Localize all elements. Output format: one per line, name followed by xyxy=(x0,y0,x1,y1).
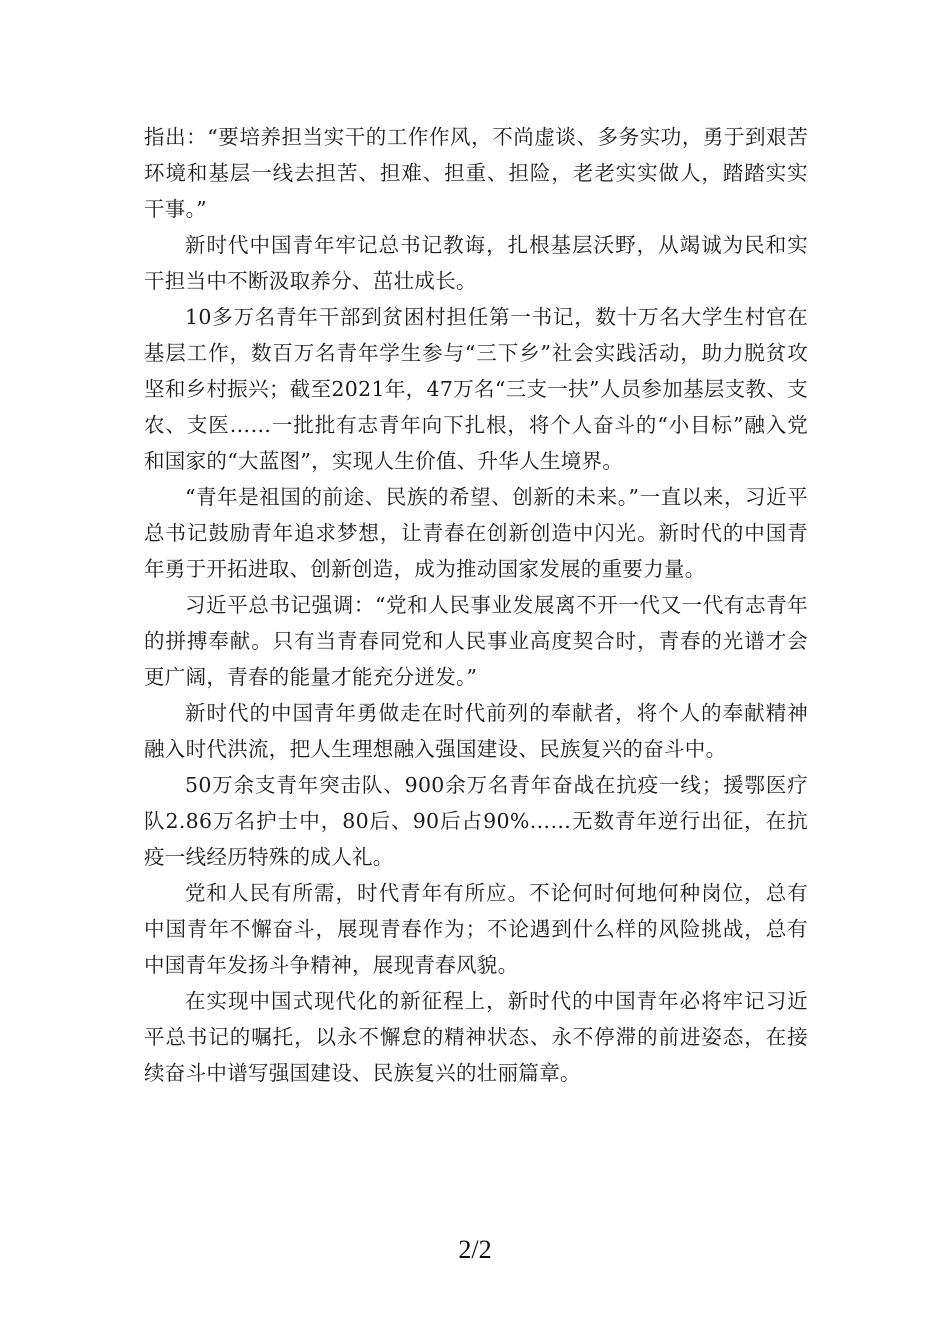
paragraph-5: 习近平总书记强调：“党和人民事业发展离不开一代又一代有志青年的拼搏奉献。只有当青春同党和人民事业高度契合时，青春的光谱才会更广阔，青春的能量才能充分迸发。” xyxy=(144,593,808,689)
paragraph-3: 10多万名青年干部到贫困村担任第一书记，数十万名大学生村官在基层工作，数百万名青年学生参与“三下乡”社会实践活动，助力脱贫攻坚和乡村振兴；截至2021年，47万名“三支一扶”人员参加基层支教、支农、支医……一批批有志青年向下扎根，将个人奋斗的“小目标”融入党和国家的“大蓝图”，实现人生价值、升华人生境界。 xyxy=(144,305,808,473)
paragraph-7: 50万余支青年突击队、900余万名青年奋战在抗疫一线；援鄂医疗队2.86万名护士中，80后、90后占90%……无数青年逆行出征，在抗疫一线经历特殊的成人礼。 xyxy=(144,773,808,869)
paragraph-4: “青年是祖国的前途、民族的希望、创新的未来。”一直以来，习近平总书记鼓励青年追求梦想，让青春在创新创造中闪光。新时代的中国青年勇于开拓进取、创新创造，成为推动国家发展的重要力量。 xyxy=(144,485,808,581)
page-number: 2/2 xyxy=(458,1235,492,1264)
paragraph-9: 在实现中国式现代化的新征程上，新时代的中国青年必将牢记习近平总书记的嘱托，以永不懈怠的精神状态、永不停滞的前进姿态，在接续奋斗中谱写强国建设、民族复兴的壮丽篇章。 xyxy=(144,989,808,1085)
paragraph-1: 指出：“要培养担当实干的工作作风，不尚虚谈、多务实功，勇于到艰苦环境和基层一线去担苦、担难、担重、担险，老老实实做人，踏踏实实干事。” xyxy=(144,125,808,221)
paragraph-2: 新时代中国青年牢记总书记教诲，扎根基层沃野，从竭诚为民和实干担当中不断汲取养分、茁壮成长。 xyxy=(144,233,808,293)
document-body xyxy=(144,119,808,1091)
paragraph-6: 新时代的中国青年勇做走在时代前列的奉献者，将个人的奉献精神融入时代洪流，把人生理想融入强国建设、民族复兴的奋斗中。 xyxy=(144,701,808,761)
paragraph-8: 党和人民有所需，时代青年有所应。不论何时何地何种岗位，总有中国青年不懈奋斗，展现青春作为；不论遇到什么样的风险挑战，总有中国青年发扬斗争精神，展现青春风貌。 xyxy=(144,881,808,977)
